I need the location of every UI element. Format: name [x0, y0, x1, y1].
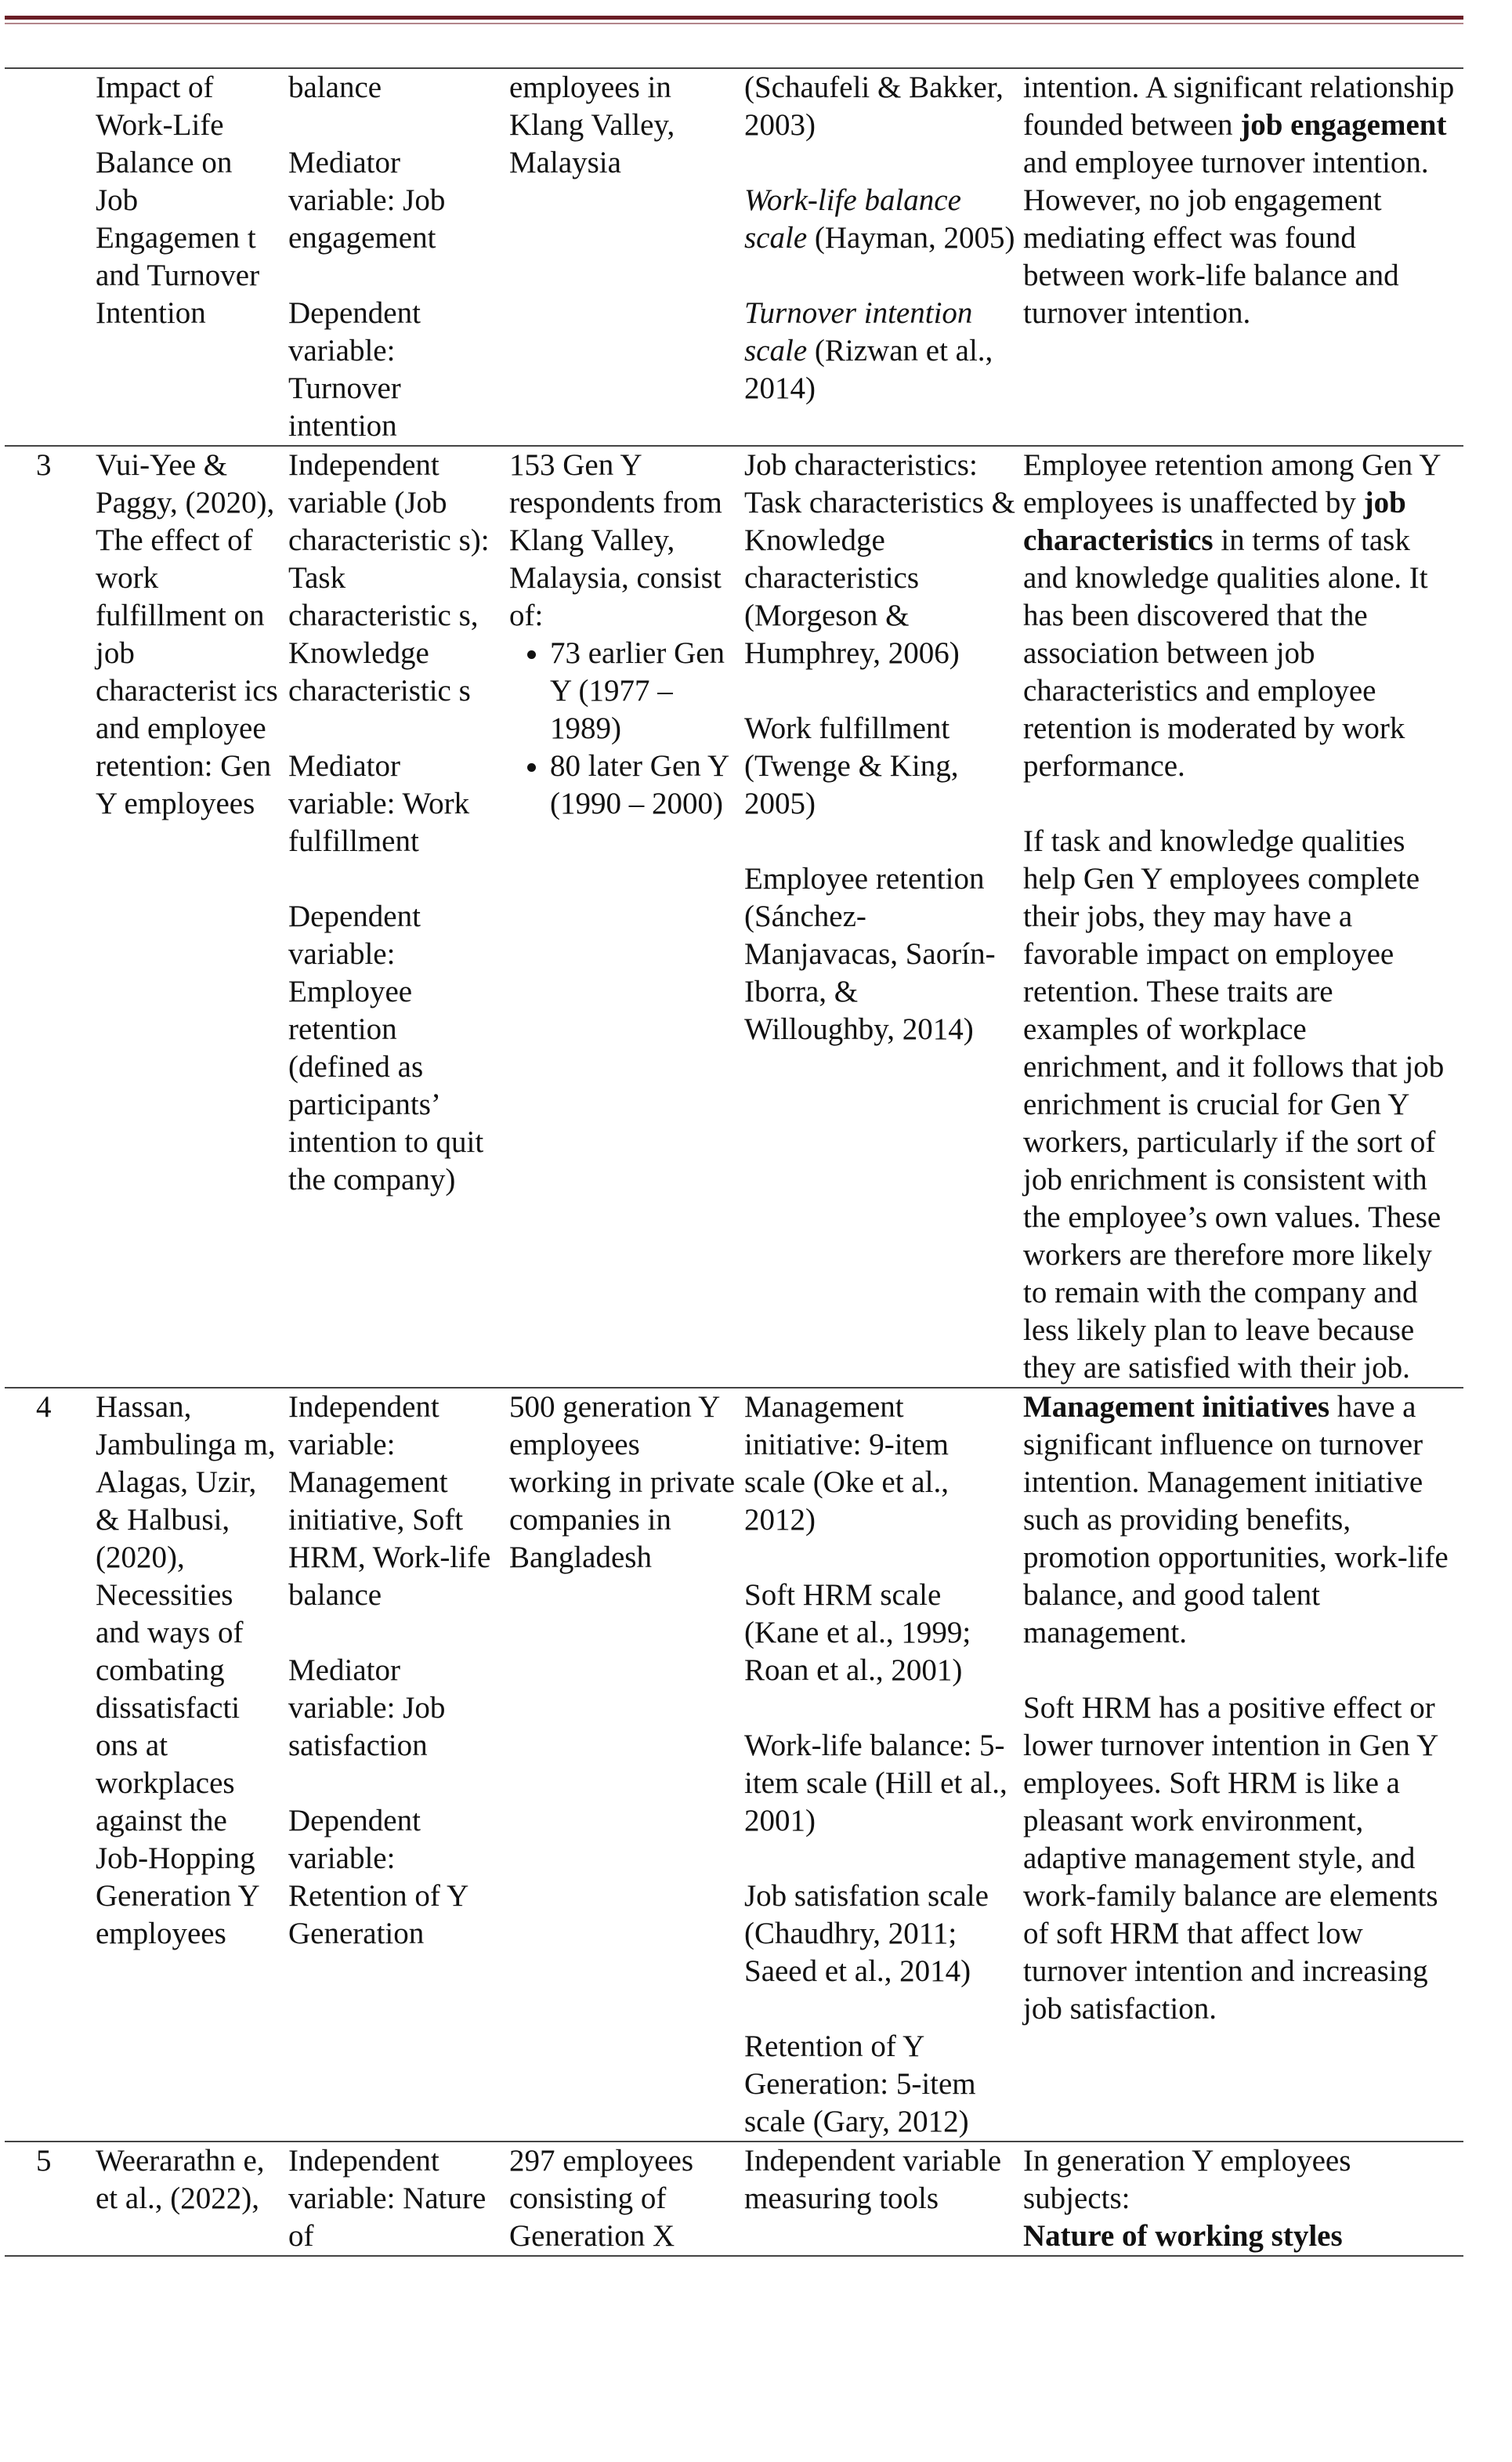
finding-paragraph [1023, 447, 1456, 785]
instrument-reference: Job characteristics: Task characteristics & Knowledge characteristics (Morgeson & Humphrey, 2006) [744, 448, 1015, 670]
instrument-paragraph [744, 2028, 1015, 2141]
header-rule-thin [5, 23, 1463, 24]
finding-paragraph [1023, 823, 1456, 1387]
instrument-paragraph [744, 1877, 1015, 1990]
findings-cell [1023, 69, 1463, 446]
paragraph-gap [744, 144, 1015, 182]
table-row [5, 446, 1463, 1388]
instrument-reference: Management initiative: 9-item scale (Oke et al., 2012) [744, 1390, 950, 1537]
variable-paragraph: Mediator variable: Work fulfillment [288, 749, 470, 858]
variables-cell [288, 446, 509, 1388]
instrument-paragraph [744, 1727, 1015, 1840]
sample-text: employees in Klang Valley, Malaysia [509, 71, 675, 179]
paragraph-gap [288, 1614, 501, 1652]
paragraph-gap [744, 672, 1015, 710]
finding-paragraph [1023, 2218, 1456, 2255]
finding-text: and employee turnover intention. However, no job engagement mediating effect was found between work-life balance and turnover intention. [1023, 146, 1429, 330]
finding-paragraph [1023, 1388, 1456, 1652]
finding-key-term: Management initiatives [1023, 1390, 1330, 1424]
variable-paragraph: Independent variable (Job characteristic s): Task characteristic s, Knowledge characteristic s [288, 448, 490, 708]
instrument-paragraph [744, 295, 1015, 407]
variable-paragraph: Dependent variable: Employee retention (defined as participants’ intention to quit the company) [288, 900, 484, 1197]
paragraph-gap [744, 1990, 1015, 2028]
variables-cell [288, 69, 509, 446]
instrument-reference: Independent variable measuring tools [744, 2144, 1002, 2215]
paragraph-gap [744, 823, 1015, 860]
row-number-cell [5, 2142, 96, 2256]
finding-text: intention. A significant relationship founded between [1023, 71, 1455, 142]
instrument-scale-name: Turnover intention scale [744, 296, 973, 367]
paragraph-gap [1023, 785, 1456, 823]
row-number: 5 [36, 2144, 52, 2178]
instrument-paragraph [744, 1388, 1015, 1539]
sample-text: 500 generation Y employees working in private companies in Bangladesh [509, 1390, 736, 1574]
variable-paragraph: Independent variable: Nature of [288, 2144, 487, 2253]
paragraph-gap [288, 257, 501, 295]
study-cell [96, 446, 288, 1388]
findings-cell [1023, 1388, 1463, 2142]
variable-paragraph: balance [288, 71, 382, 104]
instrument-reference: Work fulfillment (Twenge & King, 2005) [744, 711, 959, 820]
sample-cell [509, 69, 744, 446]
variable-paragraph: Mediator variable: Job satisfaction [288, 1653, 446, 1762]
paragraph-gap [744, 257, 1015, 295]
row-number: 3 [36, 448, 52, 482]
instrument-paragraph [744, 69, 1015, 144]
instrument-scale-name: Work-life balance scale [744, 183, 961, 255]
instrument-reference: Soft HRM scale (Kane et al., 1999; Roan et al., 2001) [744, 1578, 971, 1687]
sample-bullet: • 73 earlier Gen Y (1977 – 1989) [550, 635, 736, 748]
paragraph-gap [744, 1689, 1015, 1727]
finding-key-term: job characteristics [1023, 486, 1406, 557]
sample-cell [509, 446, 744, 1388]
variable-paragraph: Independent variable: Management initiative, Soft HRM, Work-life balance [288, 1390, 491, 1612]
instruments-cell [744, 69, 1023, 446]
findings-cell [1023, 2142, 1463, 2256]
instrument-reference: Employee retention (Sánchez-Manjavacas, Saorín-Iborra, & Willoughby, 2014) [744, 862, 996, 1046]
instrument-paragraph [744, 2142, 1015, 2218]
instrument-reference: (Rizwan et al., 2014) [744, 334, 993, 405]
sample-text: 297 employees consisting of Generation X [509, 2144, 694, 2253]
row-number-cell [5, 446, 96, 1388]
variable-paragraph: Dependent variable: Retention of Y Generation [288, 1804, 468, 1950]
instrument-reference: (Hayman, 2005) [807, 221, 1015, 255]
study-citation: Impact of Work-Life Balance on Job Engagemen t and Turnover Intention [96, 71, 260, 330]
sample-cell [509, 1388, 744, 2142]
finding-key-term: job engagement [1240, 108, 1447, 142]
study-cell [96, 2142, 288, 2256]
row-number-cell [5, 69, 96, 446]
finding-text: Employee retention among Gen Y employees is unaffected by [1023, 448, 1441, 520]
table-row [5, 1388, 1463, 2142]
variables-cell [288, 2142, 509, 2256]
variables-cell [288, 1388, 509, 2142]
finding-paragraph [1023, 69, 1456, 332]
paragraph-gap [288, 107, 501, 144]
table-row [5, 69, 1463, 446]
paragraph-gap [744, 1840, 1015, 1877]
literature-review-table [5, 69, 1463, 2257]
study-cell [96, 69, 288, 446]
instrument-paragraph [744, 710, 1015, 823]
study-citation: Weerarathn e, et al., (2022), [96, 2144, 265, 2215]
instrument-reference: Retention of Y Generation: 5-item scale (Gary, 2012) [744, 2029, 976, 2138]
finding-text: Soft HRM has a positive effect or lower turnover intention in Gen Y employees. Soft HRM is like a pleasant work environment, adaptive management style, and work-family balance are elements of soft HRM that affect low turnover intention and increasing job satisfaction. [1023, 1691, 1438, 2026]
sample-cell [509, 2142, 744, 2256]
sample-bullet: • 80 later Gen Y (1990 – 2000) [550, 748, 736, 823]
instrument-paragraph [744, 447, 1015, 672]
findings-cell [1023, 446, 1463, 1388]
table-top-rule [5, 67, 1463, 69]
sample-text: 153 Gen Y respondents from Klang Valley, Malaysia, consist of: [509, 448, 722, 632]
finding-text: have a significant influence on turnover intention. Management initiative such as providing benefits, promotion opportunities, work-life balance, and good talent management. [1023, 1390, 1449, 1649]
study-cell [96, 1388, 288, 2142]
instrument-reference: Work-life balance: 5-item scale (Hill et al., 2001) [744, 1729, 1007, 1837]
variable-paragraph: Mediator variable: Job engagement [288, 146, 446, 255]
row-number-cell [5, 1388, 96, 2142]
paragraph-gap [744, 1539, 1015, 1577]
paragraph-gap [288, 1765, 501, 1802]
instrument-reference: (Schaufeli & Bakker, 2003) [744, 71, 1004, 142]
table-row [5, 2142, 1463, 2256]
finding-key-term: Nature of working styles [1023, 2219, 1343, 2253]
instruments-cell [744, 2142, 1023, 2256]
instrument-paragraph [744, 182, 1015, 257]
header-rule [5, 16, 1463, 20]
finding-text: In generation Y employees subjects: [1023, 2144, 1351, 2215]
sample-bullet-list [509, 635, 736, 823]
finding-paragraph [1023, 1689, 1456, 2028]
instrument-paragraph [744, 860, 1015, 1048]
paragraph-gap [1023, 1652, 1456, 1689]
finding-text: in terms of task and knowledge qualities alone. It has been discovered that the association between job characteristics and employee retention is moderated by work performance. [1023, 523, 1428, 783]
study-citation: Hassan, Jambulinga m, Alagas, Uzir, & Halbusi, (2020), Necessities and ways of combating dissatisfacti ons at workplaces against the Job-Hopping Generation Y employees [96, 1390, 276, 1950]
row-number: 4 [36, 1390, 52, 1424]
variable-paragraph: Dependent variable: Turnover intention [288, 296, 421, 443]
instruments-cell [744, 1388, 1023, 2142]
finding-text: If task and knowledge qualities help Gen Y employees complete their jobs, they may have a favorable impact on employee retention. These traits are examples of workplace enrichment, and it follows that job enrichment is crucial for Gen Y workers, particularly if the sort of job enrichment is consistent with the employee’s own values. These workers are therefore more likely to remain with the company and less likely plan to leave because they are satisfied with their job. [1023, 824, 1445, 1385]
finding-paragraph [1023, 2142, 1456, 2218]
instruments-cell [744, 446, 1023, 1388]
instrument-reference: Job satisfation scale (Chaudhry, 2011; Saeed et al., 2014) [744, 1879, 989, 1988]
paragraph-gap [288, 710, 501, 748]
instrument-paragraph [744, 1577, 1015, 1689]
paragraph-gap [288, 860, 501, 898]
study-citation: Vui-Yee & Paggy, (2020), The effect of work fulfillment on job characterist ics and employee retention: Gen Y employees [96, 448, 278, 820]
